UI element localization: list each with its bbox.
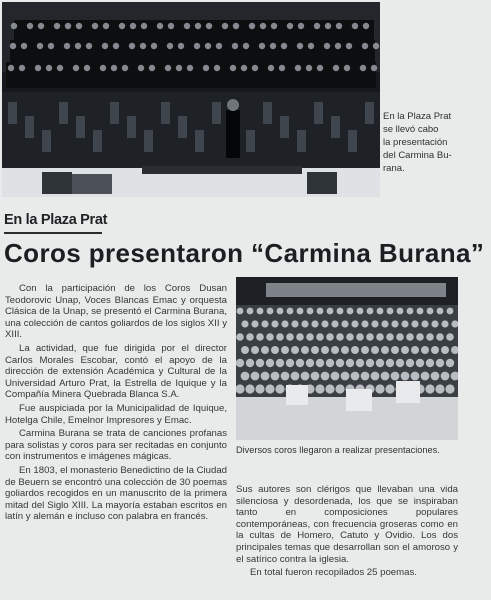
paragraph: Sus autores son clérigos que llevaban una vida silenciosa y desordenada, los que se inspiraban tanto en composiciones populares contemporáneas, con frecuencia groseras como en la cultas de Homero, Catuto y Ovidio. Los dos principales temas que desarrollan son el amoroso y el satírico contra la iglesia. [236, 484, 458, 565]
section-label-underline [4, 232, 102, 234]
paragraph: Fue auspiciada por la Municipalidad de Iquique, Hotelga Chile, Emelnor Impresores y Emac. [5, 402, 227, 426]
paragraph: En total fueron recopilados 25 poemas. [250, 567, 417, 579]
article-right-column [236, 484, 458, 581]
headline: Coros presentaron “Carmina Burana” [4, 238, 485, 268]
article-left-column [5, 283, 227, 525]
paragraph: En 1803, el monasterio Benedictino de la Ciudad de Beuern se encontró una colección de 30 poemas goliardos recogidos en un manuscrito de la primera mitad del Siglo XIII. La mayoría estaban escritos en latín y alemán e incluso con palabra en francés. [5, 464, 228, 523]
concert-photo [2, 2, 380, 197]
section-label: En la Plaza Prat [4, 212, 108, 228]
paragraph: Carmina Burana se trata de canciones profanas para solistas y coros para ser recitadas en conjunto con instrumentos e imágenes mágicas. [5, 428, 227, 463]
audience-photo-graphic [236, 277, 458, 440]
concert-photo-graphic [2, 2, 380, 197]
paragraph: La actividad, que fue dirigida por el director Carlos Morales Escobar, contó el apoyo de la dirección de extensión Académica y Cultural de la Universidad Arturo Prat, la Estrella de Iquique y la Compañía Minera Quebrada Blanca S.A. [5, 342, 227, 401]
paragraph: Con la participación de los Coros Dusan Teodorovic Unap, Voces Blancas Emac y orquesta Clásica de la Unap, se presentó el Carmina Burana, una colección de cantos goliardos de los siglos XII y XIII. [5, 283, 227, 341]
audience-photo-caption: Diversos coros llegaron a realizar presentaciones. [236, 445, 440, 455]
audience-photo [236, 277, 458, 440]
top-photo-caption: En la Plaza Prat se llevó cabo la presentación del Carmina Bu- rana. [383, 111, 452, 174]
